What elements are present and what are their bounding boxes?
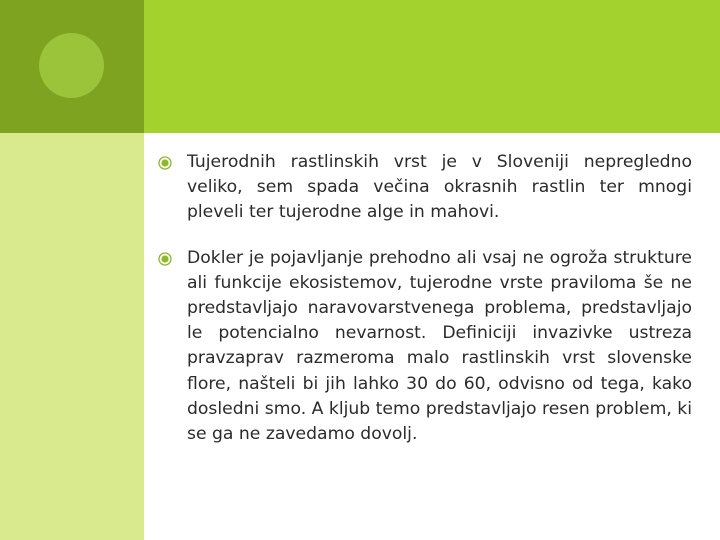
bullet-text: Tujerodnih rastlinskih vrst je v Sloveniji nepregledno veliko, sem spada večina okrasnih rastlin ter mnogi pleveli ter tujerodne alge in mahovi. — [187, 152, 692, 223]
ringed-circle-bullet-icon — [158, 156, 172, 170]
bullet-item — [158, 150, 692, 226]
bullet-text: Dokler je pojavljanje prehodno ali vsaj ne ogroža strukture ali funkcije ekosistemov, tujerodne vrste praviloma še ne predstavljajo naravovarstvenega problema, predstavljajo le potencialno nevarnost. Definiciji invazivke ustreza pravzaprav razmeroma malo rastlinskih vrst slovenske flore, našteli bi jih lahko 30 do 60, odvisno od tega, kako dosledni smo. A kljub temo predstavljajo resen problem, ki se ga ne zavedamo dovolj. — [187, 247, 692, 445]
ringed-circle-bullet-icon — [158, 252, 172, 266]
bullet-item — [158, 246, 692, 448]
slide-content — [158, 150, 692, 467]
left-sidebar-bar — [0, 133, 144, 540]
header-band — [144, 0, 720, 133]
decorative-circle — [39, 33, 104, 98]
